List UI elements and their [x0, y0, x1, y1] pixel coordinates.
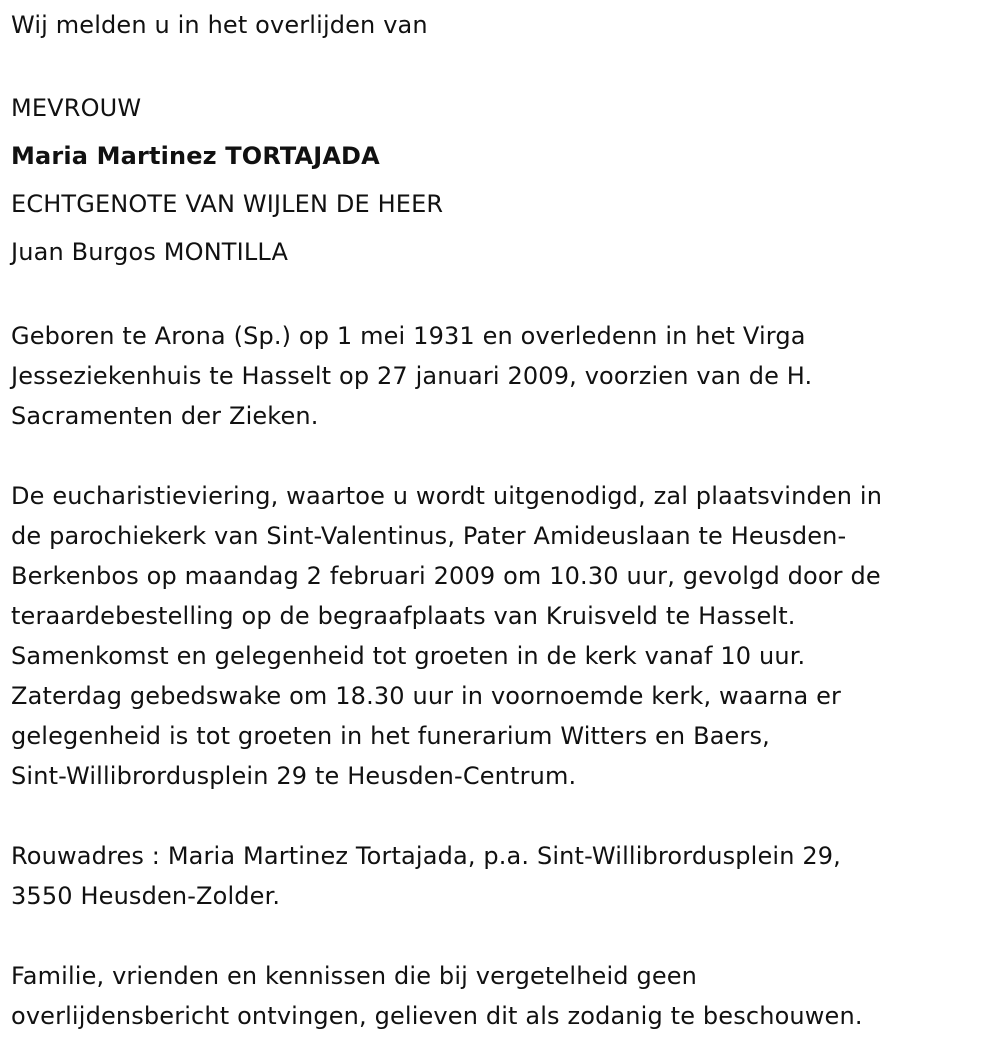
birth-line: Sacramenten der Zieken.	[11, 402, 319, 430]
ceremony-paragraph	[11, 476, 986, 796]
intro-text: Wij melden u in het overlijden van	[11, 11, 428, 39]
ceremony-line: de parochiekerk van Sint-Valentinus, Pater Amideuslaan te Heusden-	[11, 522, 847, 550]
ceremony-line: Samenkomst en gelegenheid tot groeten in de kerk vanaf 10 uur.	[11, 642, 806, 670]
address-paragraph	[11, 836, 986, 916]
ceremony-line: teraardebestelling op de begraafplaats van Kruisveld te Hasselt.	[11, 602, 796, 630]
deceased-block	[11, 84, 986, 276]
ceremony-line: Sint-Willibrordusplein 29 te Heusden-Centrum.	[11, 762, 577, 790]
ceremony-line: Zaterdag gebedswake om 18.30 uur in voornoemde kerk, waarna er	[11, 682, 842, 710]
closing-line: Familie, vrienden en kennissen die bij vergetelheid geen	[11, 962, 698, 990]
ceremony-line: gelegenheid is tot groeten in het funerarium Witters en Baers,	[11, 722, 770, 750]
birth-line: Jesseziekenhuis te Hasselt op 27 januari 2009, voorzien van de H.	[11, 362, 813, 390]
closing-line: overlijdensbericht ontvingen, gelieven dit als zodanig te beschouwen.	[11, 1002, 863, 1030]
deceased-name: Maria Martinez TORTAJADA	[11, 142, 380, 170]
ceremony-line: Berkenbos op maandag 2 februari 2009 om 10.30 uur, gevolgd door de	[11, 562, 881, 590]
ceremony-line: De eucharistieviering, waartoe u wordt uitgenodigd, zal plaatsvinden in	[11, 482, 883, 510]
closing-paragraph	[11, 956, 986, 1036]
obituary-notice	[11, 0, 986, 1036]
address-line: 3550 Heusden-Zolder.	[11, 882, 281, 910]
deceased-title: MEVROUW	[11, 94, 142, 122]
address-line: Rouwadres : Maria Martinez Tortajada, p.a. Sint-Willibrordusplein 29,	[11, 842, 841, 870]
birth-death-paragraph	[11, 316, 986, 436]
relation-text: ECHTGENOTE VAN WIJLEN DE HEER	[11, 190, 444, 218]
birth-line: Geboren te Arona (Sp.) op 1 mei 1931 en overledenn in het Virga	[11, 322, 806, 350]
spouse-name: Juan Burgos MONTILLA	[11, 238, 289, 266]
